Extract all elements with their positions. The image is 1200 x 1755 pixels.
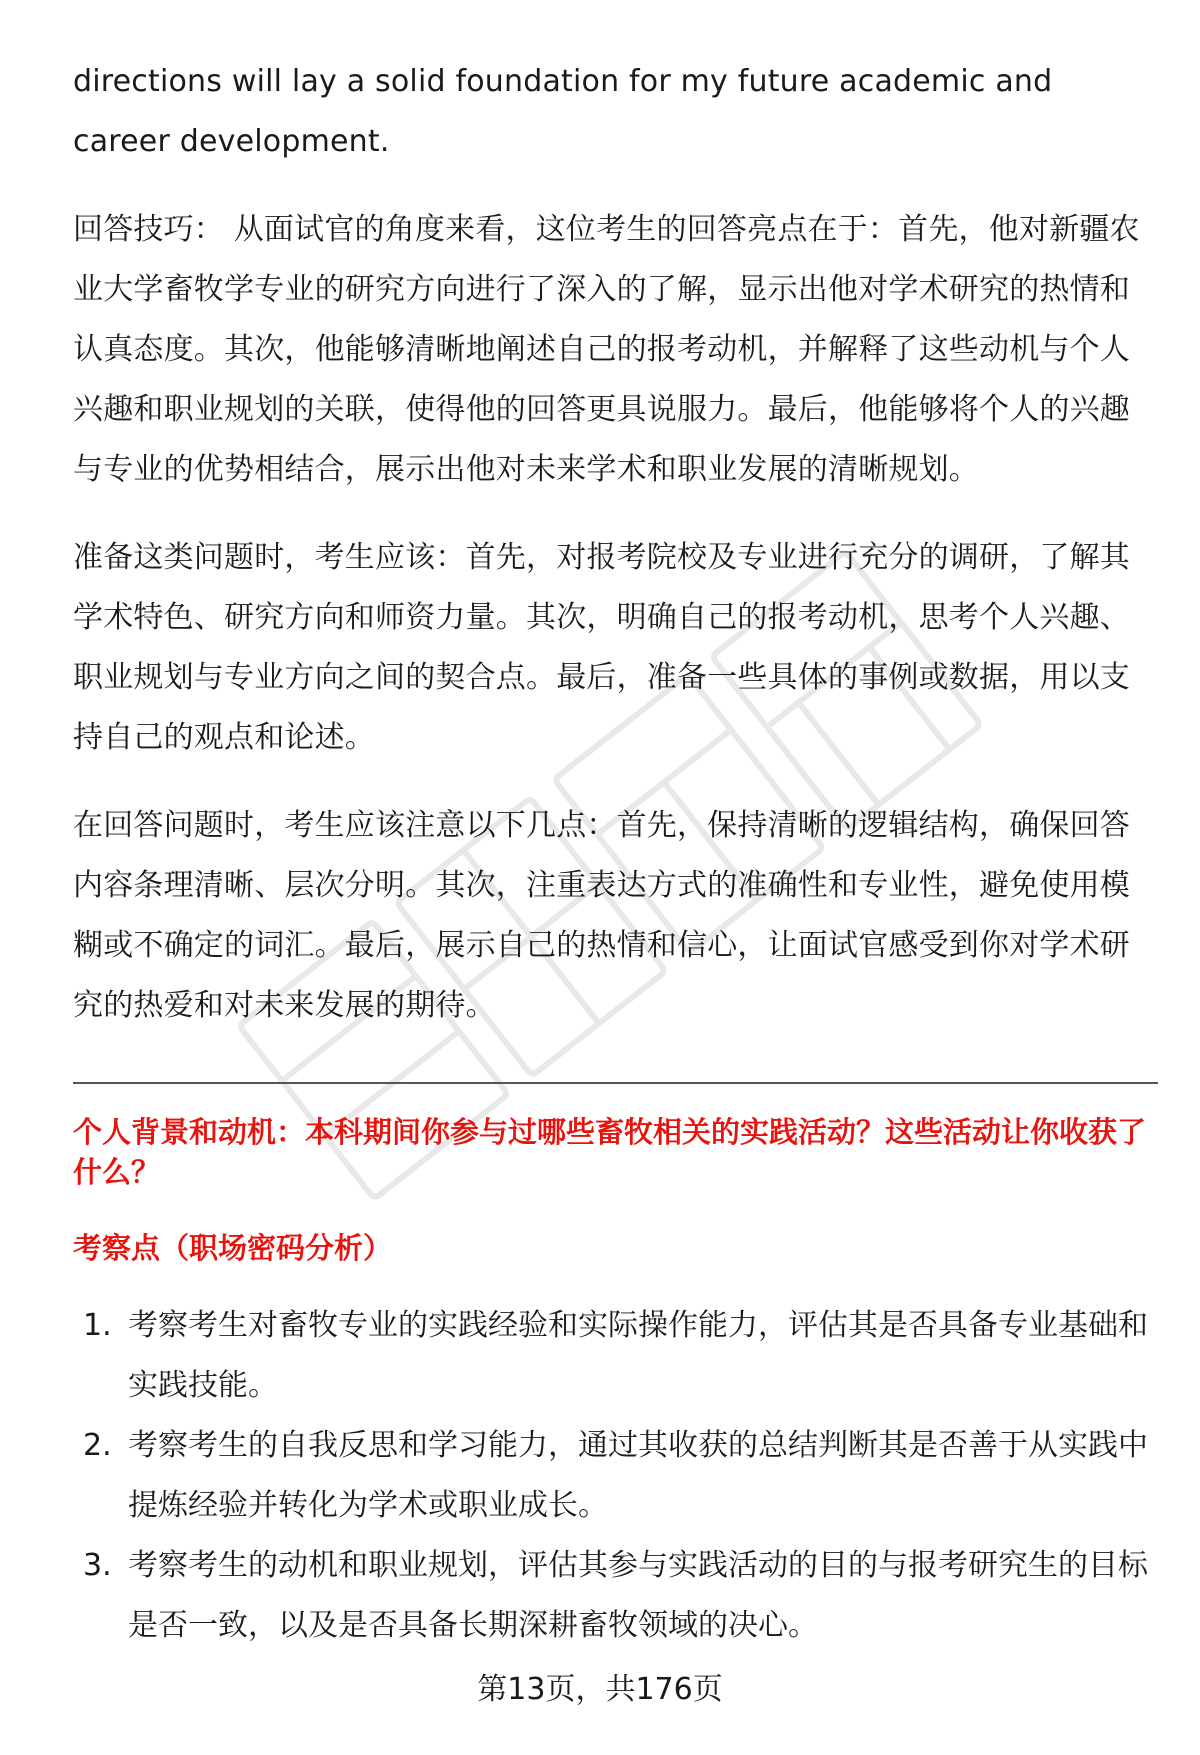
- body-text: [73, 52, 1158, 1036]
- paragraph-answer-tips: 回答技巧： 从面试官的角度来看，这位考生的回答亮点在于：首先，他对新疆农业大学畜牧学专业的研究方向进行了深入的了解，显示出他对学术研究的热情和认真态度。其次，他能够清晰地阐述自己的报考动机，并解释了这些动机与个人兴趣和职业规划的关联，使得他的回答更具说服力。最后，他能够将个人的兴趣与专业的优势相结合，展示出他对未来学术和职业发展的清晰规划。: [73, 212, 1140, 487]
- page-number: 第13页，共176页: [477, 1672, 723, 1707]
- list-item-text: 考察考生的自我反思和学习能力，通过其收获的总结判断其是否善于从实践中提炼经验并转化为学术或职业成长。: [128, 1428, 1148, 1523]
- list-item: [73, 1416, 1158, 1536]
- question-heading: 个人背景和动机：本科期间你参与过哪些畜牧相关的实践活动？这些活动让你收获了什么？: [73, 1115, 1147, 1189]
- paragraph-continuation: directions will lay a solid foundation for my future academic and career development.: [73, 64, 1053, 159]
- list-item-number: 2.: [83, 1428, 112, 1463]
- list-item-number: 3.: [83, 1548, 112, 1583]
- assessment-points-title: 考察点（职场密码分析）: [73, 1231, 393, 1265]
- section-divider: [73, 1082, 1158, 1084]
- assessment-points-list: [73, 1296, 1158, 1656]
- list-item-text: 考察考生的动机和职业规划，评估其参与实践活动的目的与报考研究生的目标是否一致，以及是否具备长期深耕畜牧领域的决心。: [128, 1548, 1148, 1643]
- list-item-text: 考察考生对畜牧专业的实践经验和实际操作能力，评估其是否具备专业基础和实践技能。: [128, 1308, 1148, 1403]
- list-item: [73, 1536, 1158, 1656]
- paragraph-preparation: 准备这类问题时，考生应该：首先，对报考院校及专业进行充分的调研，了解其学术特色、研究方向和师资力量。其次，明确自己的报考动机，思考个人兴趣、职业规划与专业方向之间的契合点。最后，准备一些具体的事例或数据，用以支持自己的观点和论述。: [73, 540, 1130, 755]
- list-item-number: 1.: [83, 1308, 112, 1343]
- list-item: [73, 1296, 1158, 1416]
- paragraph-answering-notes: 在回答问题时，考生应该注意以下几点：首先，保持清晰的逻辑结构，确保回答内容条理清晰、层次分明。其次，注重表达方式的准确性和专业性，避免使用模糊或不确定的词汇。最后，展示自己的热情和信心，让面试官感受到你对学术研究的热爱和对未来发展的期待。: [73, 808, 1130, 1023]
